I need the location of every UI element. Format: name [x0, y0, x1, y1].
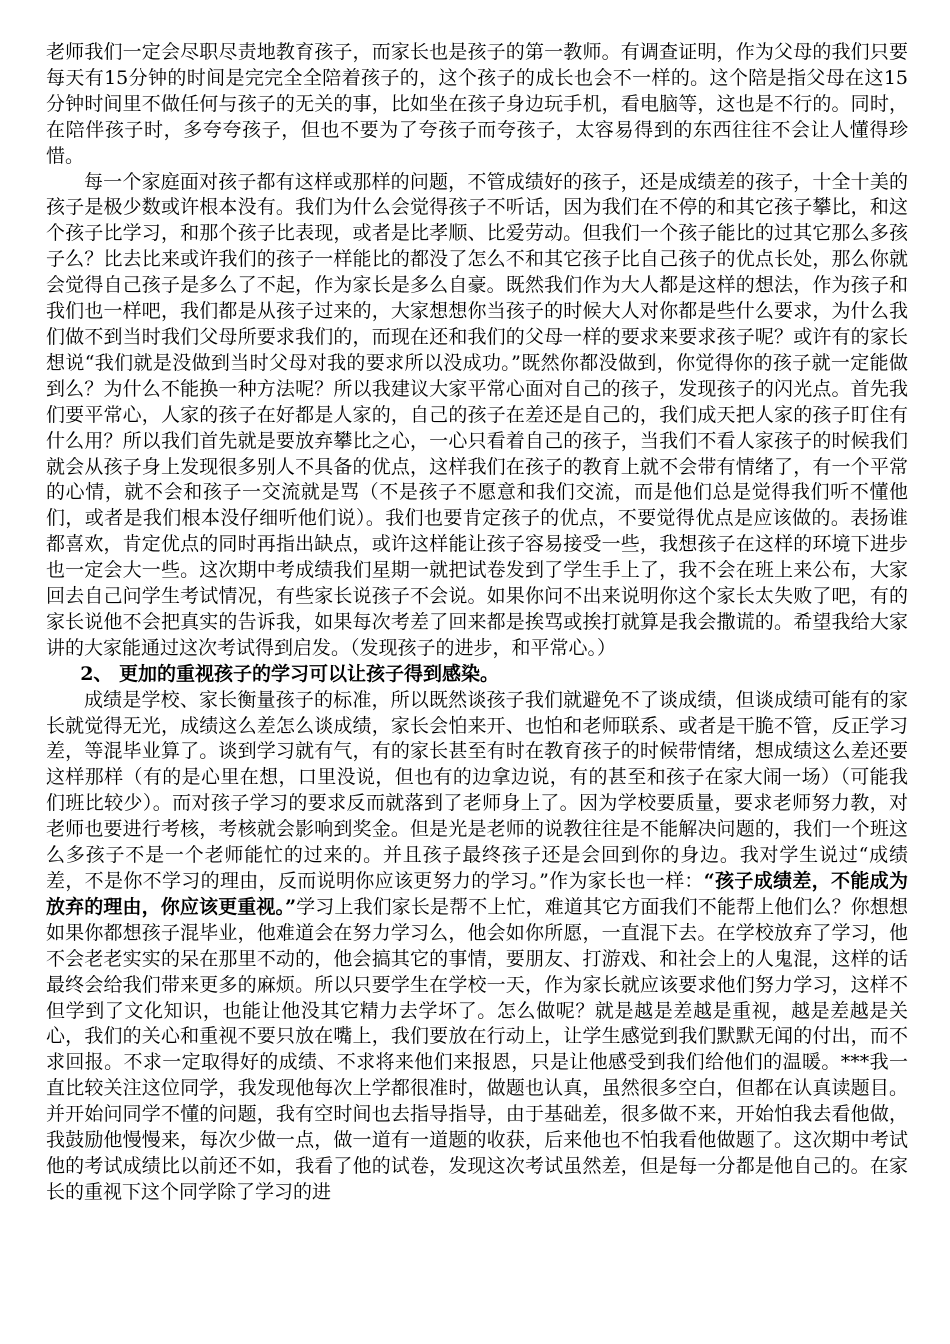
document-page — [46, 40, 908, 1206]
paragraph-ordinary-mind: 每一个家庭面对孩子都有这样或那样的问题，不管成绩好的孩子，还是成绩差的孩子，十全十美的孩子是极少数或许根本没有。我们为什么会觉得孩子不听话，因为我们在不停的和其它孩子攀比，和这个孩子比学习，和那个孩子比表现，或者是比孝顺、比爱劳动。但我们一个孩子能比的过其它那么多孩子么？比去比来或许我们的孩子一样能比的都没了怎么不和其它孩子比自己孩子的优点长处，那么你就会觉得自己孩子是多么了不起，作为家长是多么自豪。既然我们作为大人都是这样的想法，作为孩子和我们也一样吧，我们都是从孩子过来的，大家想想你当孩子的时候大人对你都是些什么要求，为什么我们做不到当时我们父母所要求我们的，而现在还和我们的父母一样的要求来要求孩子呢？或许有的家长想说“我们就是没做到当时父母对我的要求所以没成功。”既然你都没做到，你觉得你的孩子就一定能做到么？为什么不能换一种方法呢？所以我建议大家平常心面对自己的孩子，发现孩子的闪光点。首先我们要平常心，人家的孩子在好都是人家的，自己的孩子在差还是自己的，我们成天把人家的孩子盯住有什么用？所以我们首先就是要放弃攀比之心，一心只看着自己的孩子，当我们不看人家孩子的时候我们就会从孩子身上发现很多别人不具备的优点，这样我们在孩子的教育上就不会带有情绪了，有一个平常的心情，就不会和孩子一交流就是骂（不是孩子不愿意和我们交流，而是他们总是觉得我们听不懂他们，或者是我们根本没仔细听他们说）。我们也要肯定孩子的优点，不要觉得优点是应该做的。表扬谁都喜欢，肯定优点的同时再指出缺点，或许这样能让孩子容易接受一些，我想孩子在这样的环境下进步也一定会大一些。这次期中考成绩我们星期一就把试卷发到了学生手上了，我不会在班上来公布，大家回去自己问学生考试情况，有些家长说孩子不会说。如果你问不出来说明你这个家长太失败了吧，有的家长说他不会把真实的告诉我，如果每次考差了回来都是挨骂或挨打就算是我会撒谎的。希望我给大家讲的大家能通过这次考试得到启发。（发现孩子的进步，和平常心。） — [46, 170, 908, 659]
paragraph-value-study-bold-quote: “孩子成绩差，不能成为放弃的理由，你应该更重视。” — [46, 870, 908, 918]
paragraph-value-study — [46, 688, 908, 1206]
paragraph-value-study-text-2: 学习上我们家长是帮不上忙，难道其它方面我们不能帮上他们么？你想想如果你都想孩子混毕业，他难道会在努力学习么，他会如你所愿，一直混下去。在学校放弃了学习，他不会老老实实的呆在那里不动的，他会搞其它的事情，要朋友、打游戏、和社会上的人鬼混，这样的话最终会给我们带来更多的麻烦。所以只要学生在学校一天，作为家长就应该要求他们努力学习，这样不但学到了文化知识，也能让他没其它精力去学坏了。怎么做呢？就是越是差越是重视，越是差越是关心，我们的关心和重视不要只放在嘴上，我们要放在行动上，让学生感觉到我们默默无闻的付出，而不求回报。不求一定取得好的成绩、不求将来他们来报恩，只是让他感受到我们给他们的温暖。***我一直比较关注这位同学，我发现他每次上学都很准时，做题也认真，虽然很多空白，但都在认真读题目。并开始问同学不懂的问题，我有空时间也去指导指导，由于基础差，很多做不来，开始怕我去看他做，我鼓励他慢慢来，每次少做一点，做一道有一道题的收获，后来他也不怕我看他做题了。这次期中考试他的考试成绩比以前还不如，我看了他的试卷，发现这次考试虽然差，但是每一分都是他自己的。在家长的重视下这个同学除了学习的进 — [46, 895, 908, 1203]
paragraph-value-study-text-1: 成绩是学校、家长衡量孩子的标准，所以既然谈孩子我们就避免不了谈成绩，但谈成绩可能有的家长就觉得无光，成绩这么差怎么谈成绩，家长会怕来开、也怕和老师联系、或者是干脆不管，反正学习差，等混毕业算了。谈到学习就有气，有的家长甚至有时在教育孩子的时候带情绪，想成绩这么差还要这样那样（有的是心里在想，口里没说，但也有的边拿边说，有的甚至和孩子在家大闹一场）（可能我们班比较少）。而对孩子学习的要求反而就落到了老师身上了。因为学校要质量，要求老师努力教，对老师也要进行考核，考核就会影响到奖金。但是光是老师的说教往往是不能解决问题的，我们一个班这么多孩子不是一个老师能忙的过来的。并且孩子最终孩子还是会回到你的身边。我对学生说过“成绩差，不是你不学习的理由，反而说明你应该更努力的学习。”作为家长也一样： — [46, 688, 908, 892]
section-heading-2: 2、 更加的重视孩子的学习可以让孩子得到感染。 — [80, 662, 500, 685]
paragraph-parent-company: 老师我们一定会尽职尽责地教育孩子，而家长也是孩子的第一教师。有调查证明，作为父母的我们只要每天有15分钟的时间是完完全全陪着孩子的，这个孩子的成长也会不一样的。这个陪是指父母在这15分钟时间里不做任何与孩子的无关的事，比如坐在孩子身边玩手机，看电脑等，这也是不行的。同时，在陪伴孩子时，多夸夸孩子，但也不要为了夸孩子而夸孩子，太容易得到的东西往往不会让人懂得珍惜。 — [46, 41, 908, 167]
